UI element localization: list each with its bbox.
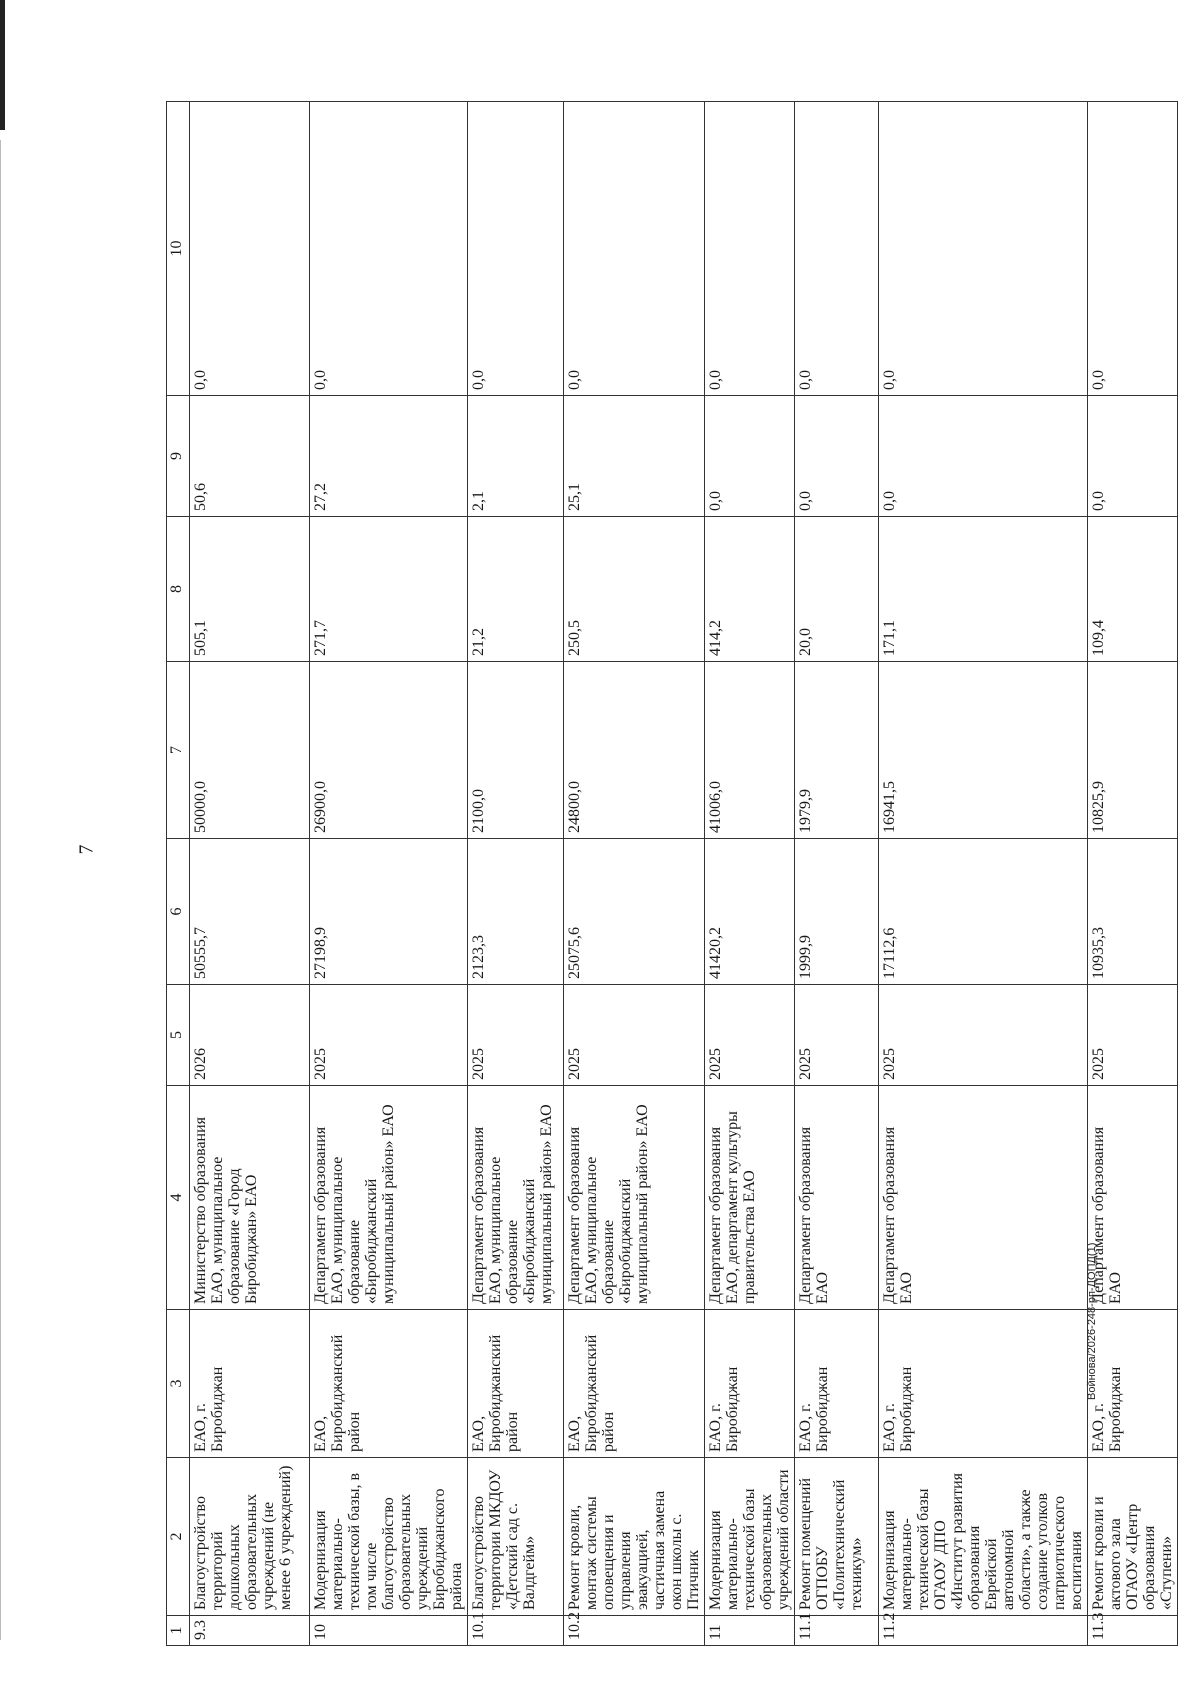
header-cell: 5 [167,985,190,1086]
row-number: 10 [310,1616,468,1646]
header-cell: 1 [167,1616,190,1646]
data-table [166,101,1178,1646]
value-col-6: 17112,6 [879,839,1088,985]
row-number: 11.2 [879,1616,1088,1646]
year: 2025 [795,985,879,1086]
value-col-7: 41006,0 [705,662,795,839]
responsible-body: Департамент образования ЕАО, департамент культуры правительства ЕАО [705,1086,795,1310]
header-cell: 3 [167,1310,190,1458]
row-number: 11 [705,1616,795,1646]
location: ЕАО, Биробиджанский район [310,1310,468,1458]
year: 2026 [190,985,310,1086]
footer-code: Войнова/2026-248-рп-ДОПД(1) [1086,1242,1098,1400]
value-col-8: 20,0 [795,517,879,662]
location: ЕАО, Биробиджанский район [468,1310,564,1458]
value-col-10: 0,0 [1088,102,1178,396]
row-number: 11.1 [795,1616,879,1646]
value-col-6: 10935,3 [1088,839,1178,985]
value-col-10: 0,0 [879,102,1088,396]
value-col-9: 25,1 [564,396,705,517]
year: 2025 [879,985,1088,1086]
scan-edge [0,0,5,130]
header-cell: 4 [167,1086,190,1310]
row-number: 11.3 [1088,1616,1178,1646]
header-cell: 8 [167,517,190,662]
value-col-9: 2,1 [468,396,564,517]
scan-edge-line [0,140,1,1640]
value-col-7: 10825,9 [1088,662,1178,839]
work-description: Модернизация материально-технической базы, в том числе благоустройство образовательных учреждений Биробиджанского района [310,1458,468,1616]
header-cell: 10 [167,102,190,396]
year: 2025 [468,985,564,1086]
work-description: Благоустройство территорий дошкольных образовательных учреждений (не менее 6 учреждений) [190,1458,310,1616]
value-col-6: 50555,7 [190,839,310,985]
value-col-7: 2100,0 [468,662,564,839]
location: ЕАО, г. Биробиджан [190,1310,310,1458]
value-col-10: 0,0 [190,102,310,396]
value-col-7: 1979,9 [795,662,879,839]
value-col-6: 27198,9 [310,839,468,985]
value-col-7: 24800,0 [564,662,705,839]
value-col-9: 0,0 [1088,396,1178,517]
responsible-body: Министерство образования ЕАО, муниципальное образование «Город Биробиджан» ЕАО [190,1086,310,1310]
value-col-9: 27,2 [310,396,468,517]
year: 2025 [705,985,795,1086]
row-number: 9.3 [190,1616,310,1646]
value-col-9: 50,6 [190,396,310,517]
value-col-8: 414,2 [705,517,795,662]
value-col-6: 41420,2 [705,839,795,985]
value-col-8: 109,4 [1088,517,1178,662]
location: ЕАО, г. Биробиджан [1088,1310,1178,1458]
value-col-10: 0,0 [310,102,468,396]
location: ЕАО, г. Биробиджан [795,1310,879,1458]
value-col-6: 1999,9 [795,839,879,985]
value-col-10: 0,0 [705,102,795,396]
location: ЕАО, г. Биробиджан [705,1310,795,1458]
value-col-8: 271,7 [310,517,468,662]
header-cell: 7 [167,662,190,839]
value-col-7: 26900,0 [310,662,468,839]
responsible-body: Департамент образования ЕАО [879,1086,1088,1310]
year: 2025 [310,985,468,1086]
row-number: 10.2 [564,1616,705,1646]
responsible-body: Департамент образования ЕАО, муниципальное образование «Биробиджанский муниципальный район» ЕАО [468,1086,564,1310]
value-col-10: 0,0 [564,102,705,396]
responsible-body: Департамент образования ЕАО, муниципальное образование «Биробиджанский муниципальный район» ЕАО [310,1086,468,1310]
responsible-body: Департамент образования ЕАО [795,1086,879,1310]
value-col-8: 171,1 [879,517,1088,662]
table-row [705,102,795,1646]
value-col-8: 21,2 [468,517,564,662]
table-row [1088,102,1178,1646]
value-col-8: 505,1 [190,517,310,662]
header-cell: 9 [167,396,190,517]
page-number: 7 [75,844,98,855]
location: ЕАО, г. Биробиджан [879,1310,1088,1458]
value-col-10: 0,0 [795,102,879,396]
row-number: 10.1 [468,1616,564,1646]
work-description: Модернизация материально-технической базы образовательных учреждений области [705,1458,795,1616]
value-col-9: 0,0 [705,396,795,517]
work-description: Модернизация материально-технической базы ОГАОУ ДПО «Институт развития образования Еврейской автономной области», а также создание уголков патриотического воспитания [879,1458,1088,1616]
year: 2025 [1088,985,1178,1086]
value-col-6: 25075,6 [564,839,705,985]
work-description: Ремонт помещений ОГПОБУ «Политехнический техникум» [795,1458,879,1616]
work-description: Благоустройство территории МКДОУ «Детский сад с. Валдгейм» [468,1458,564,1616]
value-col-7: 50000,0 [190,662,310,839]
table-row [310,102,468,1646]
value-col-10: 0,0 [468,102,564,396]
header-cell: 2 [167,1458,190,1616]
location: ЕАО, Биробиджанский район [564,1310,705,1458]
table-row [879,102,1088,1646]
value-col-6: 2123,3 [468,839,564,985]
header-cell: 6 [167,839,190,985]
table-row [190,102,310,1646]
responsible-body: Департамент образования ЕАО [1088,1086,1178,1310]
work-description: Ремонт кровли и актового зала ОГАОУ «Центр образования «Ступени» [1088,1458,1178,1616]
table-row [564,102,705,1646]
value-col-8: 250,5 [564,517,705,662]
work-description: Ремонт кровли, монтаж системы оповещения и управления эвакуацией, частичная замена окон школы с. Птичник [564,1458,705,1616]
header-row [167,102,190,1646]
value-col-9: 0,0 [795,396,879,517]
value-col-7: 16941,5 [879,662,1088,839]
responsible-body: Департамент образования ЕАО, муниципальное образование «Биробиджанский муниципальный район» ЕАО [564,1086,705,1310]
table-row [795,102,879,1646]
table-row [468,102,564,1646]
year: 2025 [564,985,705,1086]
value-col-9: 0,0 [879,396,1088,517]
